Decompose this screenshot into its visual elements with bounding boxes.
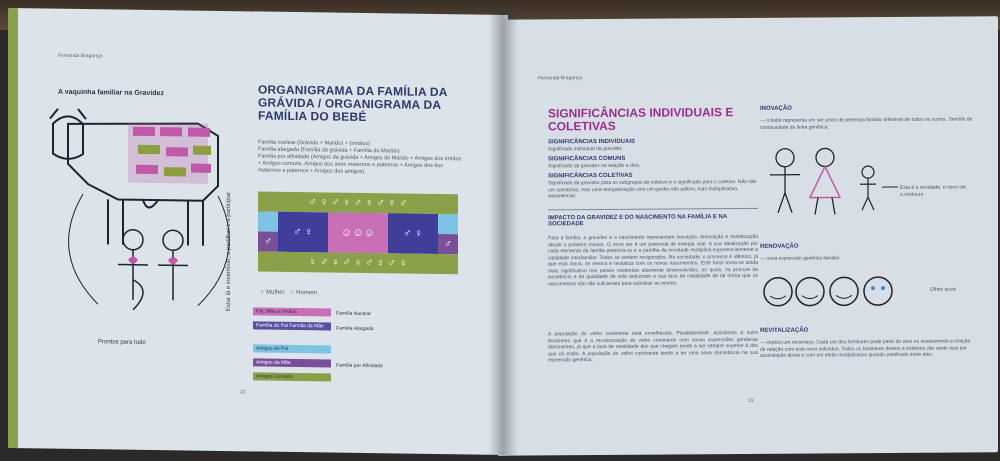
faces-illustration: [760, 271, 910, 317]
group-nuclear: Família Nuclear: [336, 310, 372, 318]
bar-friends-father: Amigos do Pai: [253, 344, 331, 353]
bottom-caption: Prontos para tudo: [98, 339, 146, 346]
renewal-text: — nova expressão genética familiar: [760, 255, 840, 262]
grid-row-top: ♂ ♀ ♂ ♀ ♂ ♀ ♂ ♀ ♂: [258, 191, 458, 214]
right-page: [498, 16, 998, 455]
organigram-title: ORGANIGRAMA DA FAMÍLIA DA GRÁVIDA / ORGANIGRAMA DA FAMÍLIA DO BEBÉ: [258, 82, 448, 125]
bar-extended: Família do Pai Família da Mãe: [253, 321, 331, 330]
legend-female: ♀ Mulher: [260, 289, 285, 296]
significance-title: SIGNIFICÂNCIAS INDIVIDUAIS E COLETIVAS: [548, 105, 734, 134]
family-line-2: Família alargada (Família da grávida + Família do Marido): [258, 146, 400, 155]
cow-caption: A vaquinha familiar na Gravidez: [58, 88, 164, 98]
vertical-caption: Estar lá e incentivar; a partilhar e a participar: [226, 191, 232, 312]
innovation-text: — o bebé representa um ser único de pertença familiar diferente de todos os outros. Sentido de continuidade da linha genética.: [760, 116, 973, 131]
divider: [548, 208, 758, 210]
cover-edge: [8, 8, 18, 448]
section-common-text: Significado da gravidez na relação a dois.: [548, 162, 641, 170]
innovation-note: Esta é a novidade, o novo ser, o vindouro: [900, 184, 968, 198]
family-figures-illustration: [760, 142, 910, 218]
section-collective-head: SIGNIFICÂNCIAS COLETIVAS: [548, 172, 633, 180]
revitalization-text: — implica um recomeço. Cada um dos familiares pode partir do zero no investimento e criação de relação com este novo indivíduo. Todos os familiares diretos e indiretos vão sentir isso por assimilação direta e com um efeito multiplicativo quando partilhado entre eles.: [760, 338, 971, 359]
book-spine: [488, 10, 518, 455]
group-affinity: Família por Afinidade: [336, 362, 383, 370]
family-line-1: Família nuclear (Grávida + Marido) + (Irmãos): [258, 139, 370, 148]
legend-male: ♂ Homem: [290, 289, 318, 297]
left-header: Fernanda Bragança: [58, 52, 103, 60]
impact-head: IMPACTO DA GRAVIDEZ E DO NASCIMENTO NA FAMÍLIA E NA SOCIEDADE: [548, 214, 728, 228]
revitalization-head: REVITALIZAÇÃO: [760, 327, 809, 334]
renewal-head: RENOVAÇÃO: [760, 243, 799, 250]
bar-friends-mother: Amigos da Mãe: [253, 358, 331, 367]
renewal-note: Olhos azuis: [930, 286, 957, 293]
right-header: Fernanda Bragança: [538, 75, 583, 82]
cow-family-illustration: [48, 104, 238, 347]
group-extended: Família Alargada: [336, 325, 374, 333]
grid-row-bottom: ♀ ♂ ♀ ♂ ♀ ♂ ♀ ♂ ♀: [258, 251, 458, 274]
bar-nuclear: Pai, Mãe e Irmãos: [253, 307, 331, 316]
section-collective-text: Significado da gravidez para os subgrupos do coletivo e o significado para o coletivo. Não são um somatório, mas uma reorganização com um ganho não aditivo, mas multiplicativo, exponencial.: [548, 178, 757, 200]
section-individual-text: Significado individual da gravidez: [548, 145, 622, 153]
section-common-head: SIGNIFICÂNCIAS COMUNS: [548, 155, 626, 163]
bar-common-friends: Amigos Comuns: [253, 372, 331, 381]
left-page-number: 22: [240, 389, 246, 396]
innovation-head: INOVAÇÃO: [760, 105, 792, 112]
right-page-number: 23: [748, 397, 754, 404]
grid-cell-left: ♂: [258, 231, 278, 251]
family-line-3: Família por afinidade (Amigos da grávida + Amigos do Marido + Amigos dos irmãos + Amigos comuns, Amigos dos avós maternos e paternos + Amigos dos tios maternos e paternos + Amigos dos amigos).: [258, 153, 462, 175]
grid-block-nuclear: ☺☺☺: [328, 212, 388, 253]
impact-paragraph-1: Para a família, a gravidez e o nascimento representam inovação, renovação e revitalização desde o primeiro minuto. O novo ser é um potencial de energia vital. A sua idealização por cada elemento da família potencia-os e a partilha da novidade multiplica exponencialmente a vitalidade intrafamiliar. Todos se sentem revigorados. Na sociedade, o processo é idêntico, já que esta inova, se renova e revitaliza com os novos nascimentos. Este facto torna-se ainda mais significativo nos países ocidentais altamente desenvolvidos, os quais, na procura da excelência e da qualidade de vida reduziram a sua taxa de natalidade de tal forma que os nascimentos não são suficientes para substituir as mortes.: [548, 233, 758, 287]
grid-block-mother: ♂ ♀: [388, 213, 438, 254]
grid-block-father: ♂ ♀: [278, 212, 328, 253]
grid-cell-right: ♂: [438, 234, 458, 254]
impact-paragraph-2: A população do velho continente está envelhecida. Paralelamente, assistimos a outro fenómeno que é a recolonização do velho continente com novas expressões genéticas dominantes, já que a taxa de natalidade dos que chegam tende a ser sempre superior à dos que cá estão. A população do velho continente tende a ter uma nova dominância na sua expressão genética.: [548, 329, 758, 364]
organigram-grid: [258, 191, 458, 289]
left-page: [8, 8, 508, 455]
section-individual-head: SIGNIFICÂNCIAS INDIVIDUAIS: [548, 138, 636, 146]
